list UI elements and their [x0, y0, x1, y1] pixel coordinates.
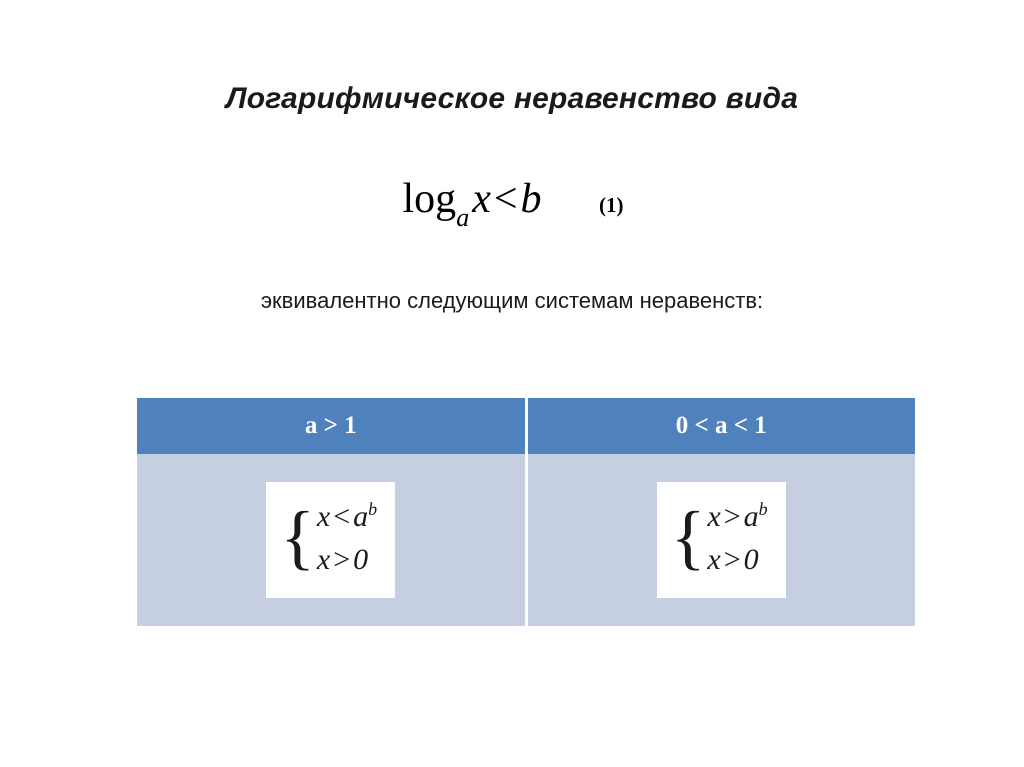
log-word: log [402, 176, 457, 222]
system-2-line-1 [707, 496, 767, 539]
table-cell-system-1 [137, 454, 526, 626]
system-box-2 [657, 482, 786, 597]
brace-icon: { [280, 496, 315, 577]
lhs: x [316, 500, 331, 534]
lhs: x [707, 500, 721, 534]
main-formula [0, 175, 1024, 233]
rhs: 0 [743, 543, 759, 576]
exponent: b [758, 499, 768, 520]
formula-variable: x [472, 176, 491, 222]
system-1-line-2 [317, 539, 368, 582]
log-base: a [456, 203, 470, 233]
system-box-1 [266, 482, 395, 597]
formula-bound: b [520, 176, 542, 222]
system-1-equations [317, 496, 377, 581]
formula-relation: < [493, 176, 518, 222]
formula-expression [401, 176, 543, 233]
relation: > [723, 500, 741, 534]
table-header-case-2: 0 < a < 1 [526, 398, 915, 454]
lhs: x [707, 543, 721, 576]
system-1 [280, 496, 377, 581]
rhs: a [353, 500, 369, 534]
system-2-line-2 [707, 539, 758, 582]
system-2 [671, 496, 768, 581]
table-row [137, 454, 915, 626]
brace-icon: { [670, 496, 706, 577]
system-1-line-1 [317, 496, 377, 539]
exponent: b [368, 499, 378, 520]
system-2-equations [707, 496, 767, 581]
lhs: x [316, 543, 331, 576]
rhs: 0 [353, 543, 369, 576]
table-cell-system-2 [526, 454, 915, 626]
rhs: a [743, 500, 759, 534]
relation: > [723, 543, 741, 576]
page-title: Логарифмическое неравенство вида [225, 82, 799, 115]
systems-table [137, 398, 915, 626]
subtitle-text: эквивалентно следующим системам неравенств: [260, 288, 764, 313]
table-header-row [137, 398, 915, 454]
relation: < [333, 500, 351, 534]
table-header-case-1: a > 1 [137, 398, 526, 454]
formula-number: (1) [598, 193, 624, 218]
relation: > [333, 543, 351, 576]
